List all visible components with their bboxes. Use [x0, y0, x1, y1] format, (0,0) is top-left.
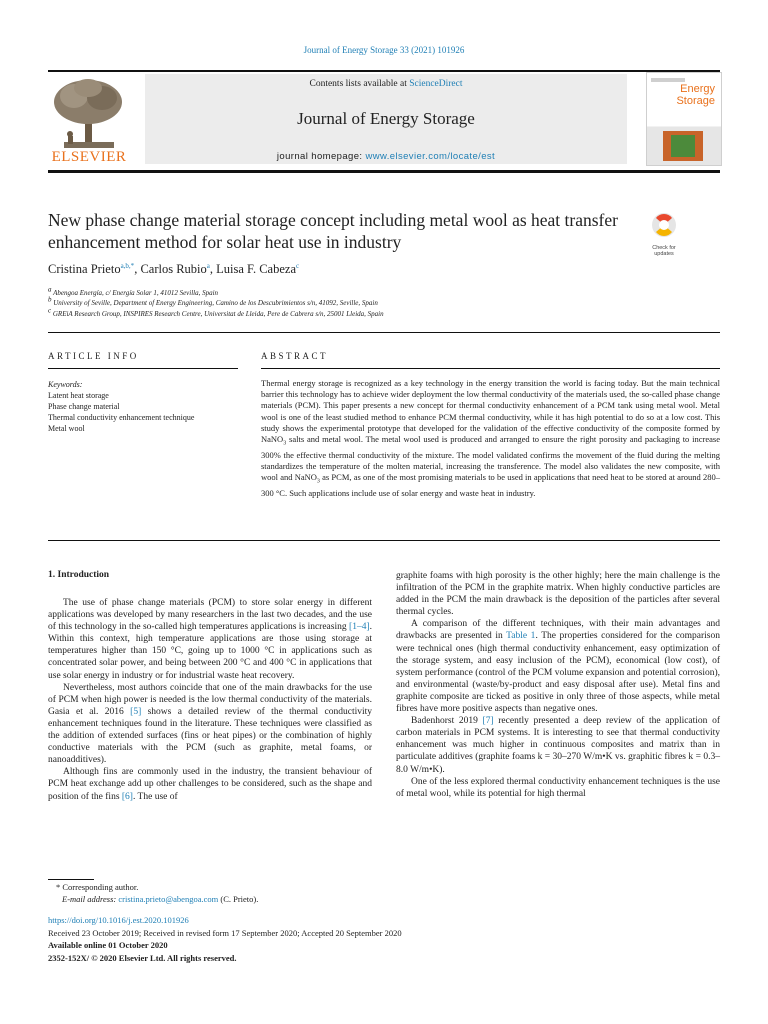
cover-title: Energy Storage [676, 83, 715, 107]
received-dates: Received 23 October 2019; Received in revised form 17 September 2020; Accepted 20 September 2020 [48, 928, 402, 938]
journal-homepage-link[interactable]: www.elsevier.com/locate/est [365, 151, 496, 162]
paragraph: graphite foams with high porosity is the other highly; here the main challenge is the infiltration of the PCM in the graphite matrix. When highly conductive particles are added in the PCM the main drawback is the deposition of the particles after several thermal cycles. [396, 571, 720, 618]
paragraph: A comparison of the different techniques, with their main advantages and drawbacks are presented in Table 1. The properties considered for the comparison were technical ones (high thermal conductivity enhancement, easy optimization of the storage system, and easy inclusion of the PCM), economical (low cost), of system performance (control of the PCM volume expansion and potential corrosion), and environmental (waste/by-product and easy disposal after use). Metal fins and graphite composite are ticked as positive in only three of those aspects, while metal fibres have more positive aspects than negative ones. [396, 619, 720, 715]
section-heading-introduction: 1. Introduction [48, 570, 110, 580]
body-column-left [48, 597, 372, 803]
author-name[interactable]: Cristina Prieto [48, 262, 121, 276]
author-mark[interactable]: a,b,* [120, 261, 135, 270]
available-online: Available online 01 October 2020 [48, 940, 168, 950]
affiliation: $^a$ Abengoa Energía, c/ Energía Solar 1, 41012 Sevilla, Spain [48, 285, 219, 297]
abstract-heading: ABSTRACT [261, 351, 329, 361]
reference-link[interactable]: [7] [482, 716, 494, 727]
author-name[interactable]: Carlos Rubio [140, 262, 207, 276]
abstract-text: Thermal energy storage is recognized as a key technology in the energy transition the world is facing today. But the main technical barrier this technology has to achieve wider deployment the low thermal conductivity of the materials used, the so-called phase change materials (PCM). This paper presents a new concept for thermal conductivity enhancement of a PCM tank using metal wool. Metal wool is one of the least studied method to enhance PCM thermal conductivity, while it has high potential to do so at a low cost. This study shows the experimental prototype that developed for the validation of the effective conductivity of the composite formed by NaNO$_3$ salts and metal wool. The metal wool used is produced and arranged to ensure the right porosity and packaging to increase 300% the effective thermal conductivity of the mixture. The model validated confirms the movement of the fluid during the melting standardizes the temperature of the molten material, increasing the transference. The model also validates the new composite, with wool and NaNO$_3$ as PCM, as one of the most promising materials to be used in applications that need heat to be stored at around 280–300 °C. Such applications include use of solar energy and waste heat in industry. [261, 378, 720, 499]
journal-title: Journal of Energy Storage [297, 109, 475, 128]
author-mark[interactable]: c [296, 261, 300, 270]
doi-link[interactable]: https://doi.org/10.1016/j.est.2020.101926 [48, 915, 189, 925]
elsevier-logo [48, 74, 130, 164]
crossmark-label: Check for updates [652, 245, 676, 257]
section-rule [48, 332, 720, 333]
journal-citation[interactable]: Journal of Energy Storage 33 (2021) 101926 [303, 45, 465, 55]
email-line: E-mail address: cristina.prieto@abengoa.com (C. Prieto). [62, 894, 259, 904]
keyword-item: Phase change material [48, 402, 120, 411]
body-column-right [396, 570, 720, 800]
keywords-block [48, 379, 238, 434]
affiliation: $^b$ University of Seville, Department of Energy Engineering, Camino de los Descubrimientos s/n, 41092, Seville, Spain [48, 295, 378, 307]
contents-line: Contents lists available at ScienceDirect [309, 79, 463, 89]
abstract-bottom-rule [48, 540, 720, 541]
paragraph: One of the less explored thermal conductivity enhancement techniques is the use of metal wool, while its potential for high thermal [396, 776, 720, 799]
journal-homepage-line: journal homepage: www.elsevier.com/locate/est [276, 151, 496, 162]
corresponding-author-note: * Corresponding author. [56, 882, 139, 892]
email-link[interactable]: cristina.prieto@abengoa.com [118, 894, 219, 904]
reference-link[interactable]: [1–4] [349, 622, 370, 633]
cover-illustration-detail [671, 135, 695, 157]
author-list: Cristina Prieto$^{a,b,*}$, Carlos Rubio$^a$, Luisa F. Cabeza$^c$ [48, 261, 300, 276]
check-for-updates-button[interactable] [646, 212, 682, 257]
keyword-item: Latent heat storage [48, 391, 109, 400]
author-name[interactable]: Luisa F. Cabeza [216, 262, 297, 276]
sciencedirect-link[interactable]: ScienceDirect [409, 79, 463, 89]
crossmark-icon [646, 212, 682, 240]
author-mark[interactable]: a [206, 261, 210, 270]
elsevier-wordmark: ELSEVIER [51, 149, 127, 165]
article-info-rule [48, 368, 238, 369]
reference-link[interactable]: [6] [121, 791, 133, 802]
table-link[interactable]: Table 1 [506, 631, 536, 642]
paragraph: Although fins are commonly used in the industry, the transient behaviour of PCM heat exchange add up other challenges to be considered, such as the shape and position of the fins [6]. The use of [48, 767, 372, 802]
article-info-heading: ARTICLE INFO [48, 351, 139, 361]
paragraph: Badenhorst 2019 [7] recently presented a deep review of the application of carbon materials in PCM systems. It is interesting to see that thermal conductivity enhancement was much higher in continuous composites and matrix than in particulate additives (graphite foams k = 30–270 W/m•K vs. graphitic fibres k = 0.3–8.0 W/m•K). [396, 716, 720, 775]
keywords-label: Keywords: [48, 380, 83, 389]
journal-banner [145, 74, 627, 164]
copyright: 2352-152X/ © 2020 Elsevier Ltd. All rights reserved. [48, 953, 237, 963]
cover-header-bar [651, 78, 685, 82]
affiliation: $^c$ GREiA Research Group, INSPIRES Research Centre, Universitat de Lleida, Pere de Cabrera s/n, 25001 Lleida, Spain [48, 306, 384, 318]
keyword-item: Thermal conductivity enhancement technique [48, 413, 195, 422]
footnote-rule [48, 879, 94, 880]
header-top-rule [48, 70, 720, 72]
journal-cover-image [646, 72, 722, 166]
paragraph: The use of phase change materials (PCM) to store solar energy in different applications was developed by many researchers in the last two decades, and the use of this technology in the so-called high temperatures applications is increasing [1–4]. Within this context, high temperature applications are those using storage at temperatures higher than 150 °C, going up to 1000 °C in applications such as concentrated solar power, and being between 200 °C and 400 °C in applications that use solar energy in industry or for industrial waste heat recovery. [48, 598, 372, 681]
article-title: New phase change material storage concept including metal wool as heat transfer enhancement method for solar heat use in industry [48, 210, 618, 252]
abstract-rule [261, 368, 720, 369]
reference-link[interactable]: [5] [130, 706, 142, 717]
header-bottom-rule [48, 170, 720, 173]
keyword-item: Metal wool [48, 424, 85, 433]
paragraph: Nevertheless, most authors coincide that one of the main drawbacks for the use of PCM when high power is needed is the low thermal conductivity of the materials. Gasia et al. 2016 [5] shows a detailed review of the thermal conductivity enhancement techniques found in the literature. These techniques were classified as the addition of extended surfaces (fins or heat pipes) or the combination of highly conductive materials with the PCM (such as graphite, metal foams, or nanoadditives). [48, 682, 372, 766]
